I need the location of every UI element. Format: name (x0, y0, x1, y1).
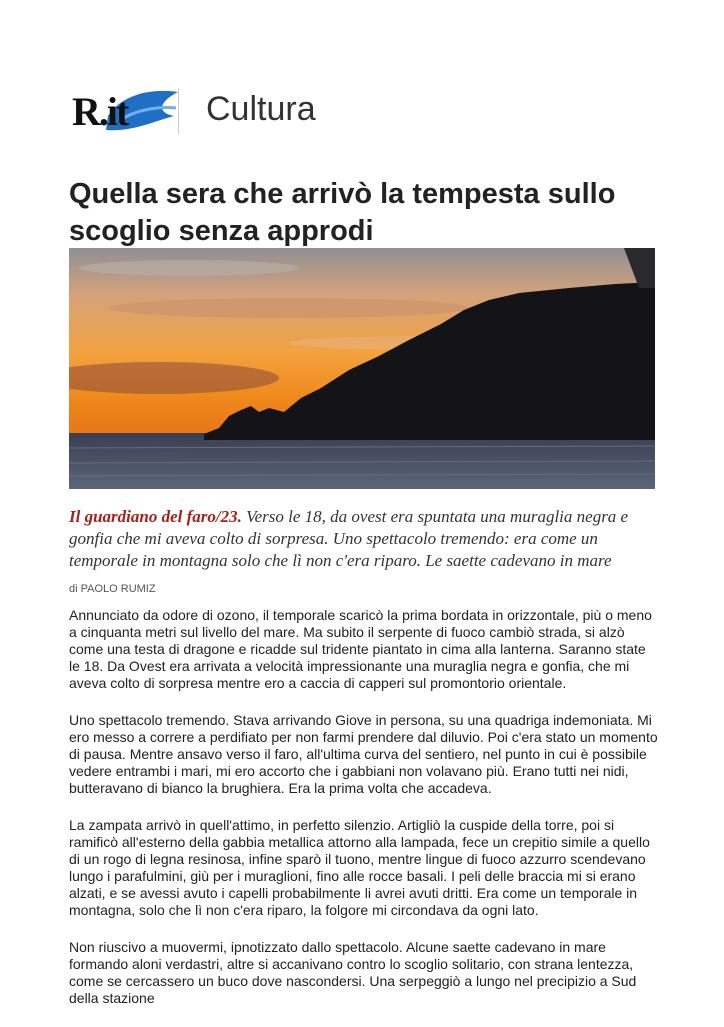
paragraph: Uno spettacolo tremendo. Stava arrivando Giove in persona, su una quadriga indemoniata. Mi ero messo a correre a perdifiato per non farmi prendere dal diluvio. Poi c'era stato un momento di pausa. Mentre ansavo verso il faro, all'ultima curva del sentiero, nel punto in cui è possibile vedere entrambi i mari, mi ero accorto che i gabbiani non volavano più. Erano tutti nei nidi, butteravano di bianco la brughiera. Era la prima volta che accadeva. (69, 712, 658, 796)
lead-text: Verso le 18, da ovest era spuntata una muraglia negra e gonfia che mi aveva colto di sorpresa. Uno spettacolo tremendo: era come un temporale in montagna solo che lì non c'era riparo. Le saette cadevano in mare (69, 507, 629, 570)
section-title[interactable]: Cultura (206, 90, 316, 128)
site-logo[interactable]: R.it (72, 89, 128, 134)
header-divider (178, 88, 179, 134)
paragraph: La zampata arrivò in quell'attimo, in perfetto silenzio. Artigliò la cuspide della torre, poi si ramificò all'esterno della gabbia metallica attorno alla lampada, fece un crepitio simile a quello di un rogo di legna resinosa, infine sparò il tuono, mentre lingue di fuoco azzurro scendevano lungo i parafulmini, giù per i muraglioni, fino alle rocce basali. I peli delle braccia mi si erano alzati, e se avessi avuto i capelli probabilmente li avrei avuti dritti. Era come un temporale in montagna, solo che lì non c'era riparo, la folgore mi circondava da ogni lato. (69, 817, 650, 918)
paragraph: Non riuscivo a muovermi, ipnotizzato dallo spettacolo. Alcune saette cadevano in mare formando aloni verdastri, altre si accanivano contro lo scoglio solitario, con strana lentezza, come se cercassero un buco dove nascondersi. Una serpeggiò a lungo nel precipizio a Sud della stazione (69, 939, 637, 1006)
lead-kicker: Il guardiano del faro/23. (69, 507, 242, 526)
masthead (72, 84, 342, 144)
byline: di PAOLO RUMIZ (69, 583, 156, 595)
article-photo (69, 248, 655, 489)
article-lead (69, 506, 659, 572)
article-title: Quella sera che arrivò la tempesta sullo scoglio senza approdi (69, 178, 616, 247)
article-body (69, 607, 659, 1027)
paragraph: Annunciato da odore di ozono, il temporale scaricò la prima bordata in orizzontale, più o meno a cinquanta metri sul livello del mare. Ma subito il serpente di fuoco cambiò strada, si alzò come una testa di dragone e ricadde sul tridente piantato in cima alla lanterna. Saranno state le 18. Da Ovest era arrivata a velocità impressionante una muraglia negra e gonfia, che mi aveva colto di sorpresa mentre ero a caccia di capperi sul promontorio orientale. (69, 607, 652, 691)
